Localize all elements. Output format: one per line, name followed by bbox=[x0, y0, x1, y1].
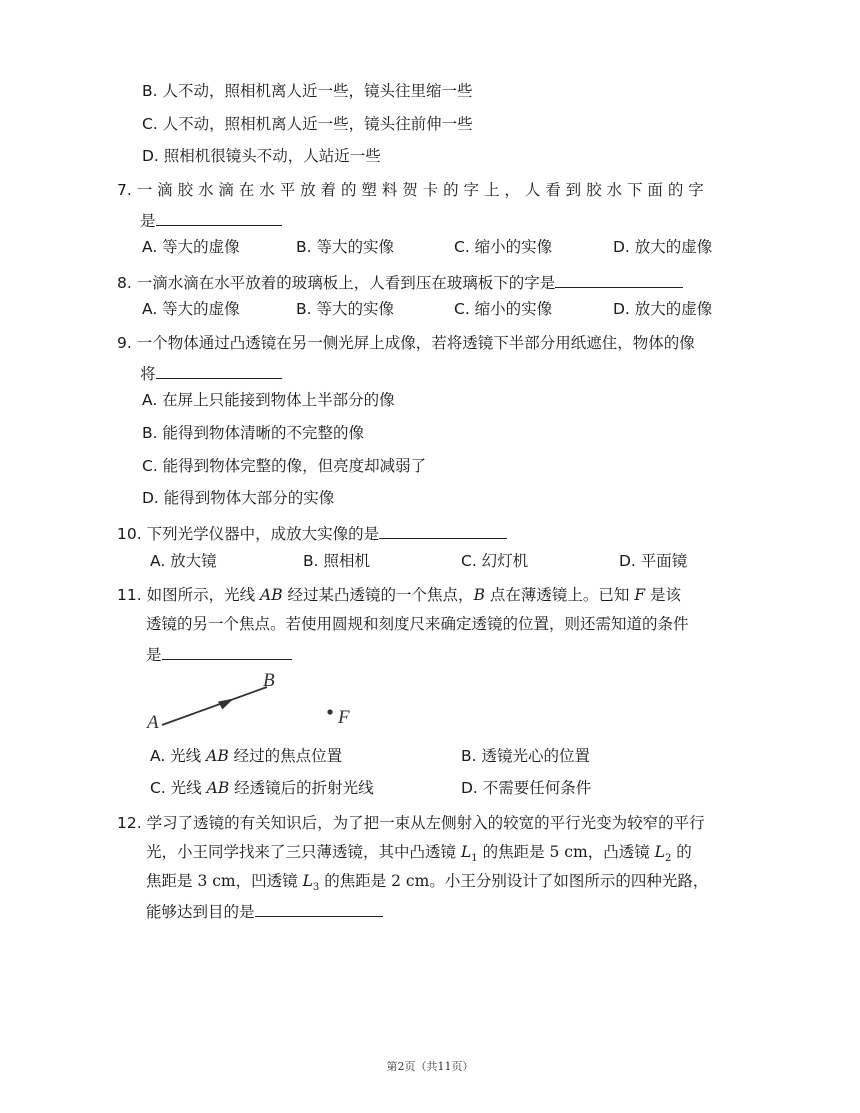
q9-option-a: A. 在屏上只能接到物体上半部分的像 bbox=[142, 391, 395, 409]
q9-option-c: C. 能得到物体完整的像，但亮度却减弱了 bbox=[142, 457, 427, 475]
q11-option-a: A. 光线 AB 经过的焦点位置 bbox=[150, 747, 343, 765]
q11-option-d: D. 不需要任何条件 bbox=[461, 779, 592, 797]
q11-stem-line3: 是 bbox=[146, 643, 292, 665]
q9-stem-line2: 将 bbox=[140, 362, 282, 384]
page-footer: 第2页（共11页） bbox=[386, 1060, 474, 1073]
q10-stem: 10. 下列光学仪器中，成放大实像的是 bbox=[117, 522, 507, 544]
q7-option-d: D. 放大的虚像 bbox=[613, 238, 713, 256]
q8-option-c: C. 缩小的实像 bbox=[454, 300, 553, 318]
q8-stem: 8. 一滴水滴在水平放着的玻璃板上，人看到压在玻璃板下的字是 bbox=[117, 271, 683, 293]
ray-ab bbox=[162, 687, 267, 725]
q11-option-c: C. 光线 AB 经透镜后的折射光线 bbox=[150, 779, 374, 797]
label-a: A bbox=[147, 712, 159, 733]
q8-option-a: A. 等大的虚像 bbox=[142, 300, 240, 318]
q7-stem-line2: 是 bbox=[140, 209, 282, 231]
q6-option-d: D. 照相机很镜头不动，人站近一些 bbox=[142, 147, 381, 165]
q9-option-d: D. 能得到物体大部分的实像 bbox=[142, 489, 335, 507]
q8-option-d: D. 放大的虚像 bbox=[613, 300, 713, 318]
q7-option-c: C. 缩小的实像 bbox=[454, 238, 553, 256]
q8-option-b: B. 等大的实像 bbox=[296, 300, 394, 318]
q6-option-c: C. 人不动，照相机离人近一些，镜头往前伸一些 bbox=[142, 115, 473, 133]
q11-stem-line1: 11. 如图所示，光线 AB 经过某凸透镜的一个焦点，B 点在薄透镜上。已知 F 是该 bbox=[117, 586, 682, 604]
label-f: F bbox=[338, 707, 350, 728]
q7-option-a: A. 等大的虚像 bbox=[142, 238, 240, 256]
q12-stem-line2: 光，小王同学找来了三只薄透镜，其中凸透镜 $L_1$ 的焦距是 5 cm，凸透镜 $L_2$ 的 bbox=[146, 843, 692, 865]
q10-option-a: A. 放大镜 bbox=[150, 552, 217, 570]
q9-option-b: B. 能得到物体清晰的不完整的像 bbox=[142, 424, 364, 442]
q9-stem-line1: 9. 一个物体通过凸透镜在另一侧光屏上成像，若将透镜下半部分用纸遮住，物体的像 bbox=[117, 334, 695, 352]
q12-answer-blank[interactable] bbox=[255, 900, 383, 917]
q11-option-b: B. 透镜光心的位置 bbox=[461, 747, 590, 765]
q7-option-b: B. 等大的实像 bbox=[296, 238, 394, 256]
q10-option-b: B. 照相机 bbox=[303, 552, 370, 570]
label-b: B bbox=[263, 670, 275, 691]
q12-stem-line1: 12. 学习了透镜的有关知识后，为了把一束从左侧射入的较宽的平行光变为较窄的平行 bbox=[117, 814, 705, 832]
q10-option-d: D. 平面镜 bbox=[619, 552, 688, 570]
q11-ray-figure bbox=[142, 666, 362, 738]
q11-stem-line2: 透镜的另一个焦点。若使用圆规和刻度尺来确定透镜的位置，则还需知道的条件 bbox=[146, 615, 689, 633]
q10-option-c: C. 幻灯机 bbox=[461, 552, 529, 570]
q12-stem-line3: 焦距是 3 cm，凹透镜 $L_3$ 的焦距是 2 cm。小王分别设计了如图所示的四种光路， bbox=[146, 872, 709, 894]
q9-answer-blank[interactable] bbox=[156, 362, 282, 379]
ray-arrow-icon bbox=[218, 699, 235, 710]
q7-answer-blank[interactable] bbox=[156, 209, 282, 226]
q10-answer-blank[interactable] bbox=[379, 522, 507, 539]
focal-point-f bbox=[327, 709, 332, 714]
q7-stem-line1: 7. 一 滴 胶 水 滴 在 水 平 放 着 的 塑 料 贺 卡 的 字 上 ， 人 看 到 胶 水 下 面 的 字 bbox=[117, 181, 704, 199]
q11-answer-blank[interactable] bbox=[162, 643, 292, 660]
q8-answer-blank[interactable] bbox=[555, 271, 683, 288]
q12-stem-line4: 能够达到目的是 bbox=[146, 900, 383, 922]
q6-option-b: B. 人不动，照相机离人近一些，镜头往里缩一些 bbox=[142, 82, 473, 100]
